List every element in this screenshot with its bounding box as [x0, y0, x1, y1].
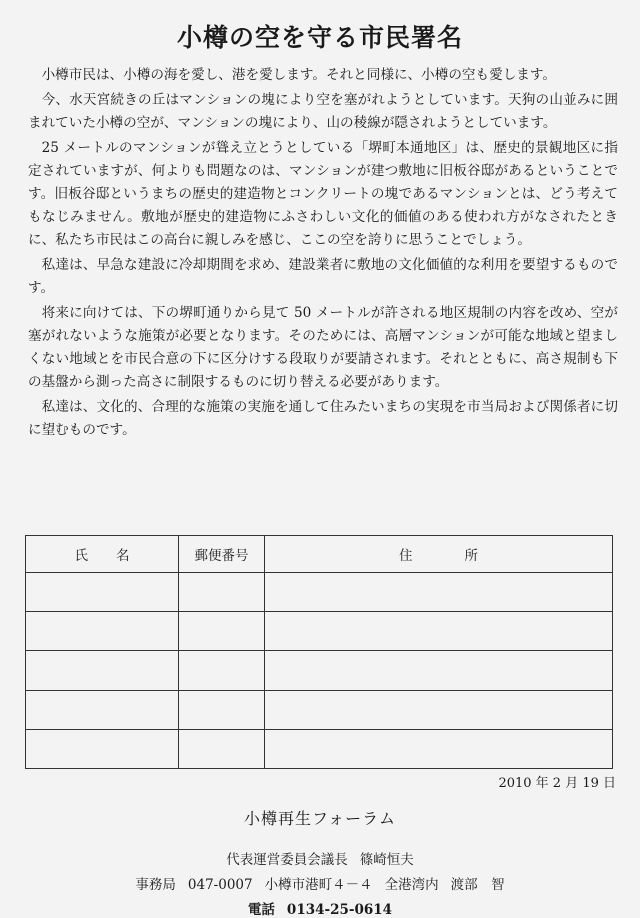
- phone-label: 電話: [247, 902, 275, 918]
- address-cell[interactable]: [265, 573, 613, 612]
- phone-number: 0134-25-0614: [286, 902, 393, 918]
- paragraph-4: 私達は、早急な建設に冷却期間を求め、建設業者に敷地の文化価値的な利用を要望するものです。: [28, 257, 618, 296]
- zip-cell[interactable]: [179, 651, 265, 690]
- zip-cell[interactable]: [179, 612, 265, 651]
- office-label: 事務局: [135, 877, 176, 893]
- office-contact: 渡部 智: [450, 877, 505, 893]
- representative-role: 代表運営委員会議長: [226, 852, 348, 868]
- page-title: 小樽の空を守る市民署名: [176, 23, 463, 52]
- address-cell[interactable]: [265, 690, 613, 729]
- zip-cell[interactable]: [179, 729, 265, 768]
- signature-table: [25, 535, 613, 769]
- name-cell[interactable]: [26, 729, 179, 768]
- table-row: [26, 729, 613, 768]
- table-row: [26, 651, 613, 690]
- table-row: [26, 573, 613, 612]
- name-cell[interactable]: [26, 690, 179, 729]
- zip-cell[interactable]: [179, 573, 265, 612]
- header-zip: 郵便番号: [179, 536, 265, 573]
- representative-line: [0, 848, 640, 868]
- name-cell[interactable]: [26, 651, 179, 690]
- office-zip: 047-0007: [187, 877, 253, 893]
- header-name: 氏名: [26, 536, 179, 573]
- zip-cell[interactable]: [179, 690, 265, 729]
- address-cell[interactable]: [265, 729, 613, 768]
- name-cell[interactable]: [26, 612, 179, 651]
- paragraph-6: 私達は、文化的、合理的な施策の実施を通して住みたいまちの実現を市当局および関係者に切に望むものです。: [28, 399, 618, 438]
- representative-name: 篠崎恒夫: [359, 852, 414, 868]
- organization-name: 小樽再生フォーラム: [243, 809, 397, 828]
- paragraph-2: 今、水天宮続きの丘はマンションの塊により空を塞がれようとしています。天狗の山並みに囲まれていた小樽の空が、マンションの塊により、山の稜線が隠されようとしています。: [28, 92, 618, 131]
- name-cell[interactable]: [26, 573, 179, 612]
- office-place: 全港湾内: [384, 877, 439, 893]
- address-cell[interactable]: [265, 612, 613, 651]
- table-row: [26, 690, 613, 729]
- office-line: [0, 873, 640, 893]
- paragraph-5: 将来に向けては、下の堺町通りから見て 50 メートルが許される地区規制の内容を改め、空が塞がれないような施策が必要となります。そのためには、高層マンションが可能な地域と望ましくない地域とを市民合意の下に区分けする段取りが要請されます。それとともに、高さ規制も下の基盤から測った高さに制限するものに切り替える必要があります。: [28, 305, 618, 390]
- table-row: [26, 612, 613, 651]
- header-address: 住所: [265, 536, 613, 573]
- phone-line: [0, 898, 640, 918]
- paragraph-1: 小樽市民は、小樽の海を愛し、港を愛します。それと同様に、小樽の空も愛します。: [41, 67, 556, 83]
- address-cell[interactable]: [265, 651, 613, 690]
- petition-date: 2010 年 2 月 19 日: [498, 776, 616, 791]
- table-header-row: [26, 536, 613, 573]
- paragraph-3: 25 メートルのマンションが聳え立とうとしている「堺町本通地区」は、歴史的景観地区に指定されていますが、何よりも問題なのは、マンションが建つ敷地に旧板谷邸があるということです。旧板谷邸というまちの歴史的建造物とコンクリートの塊であるマンションとは、どう考えてもなじみません。敷地が歴史的建造物にふさわしい文化的価値のある使われ方がなされたときに、私たち市民はこの高台に親しみを感じ、ここの空を誇りに思うことでしょう。: [28, 140, 618, 248]
- office-address: 小樽市港町４－４: [264, 877, 373, 893]
- petition-body: [28, 64, 618, 444]
